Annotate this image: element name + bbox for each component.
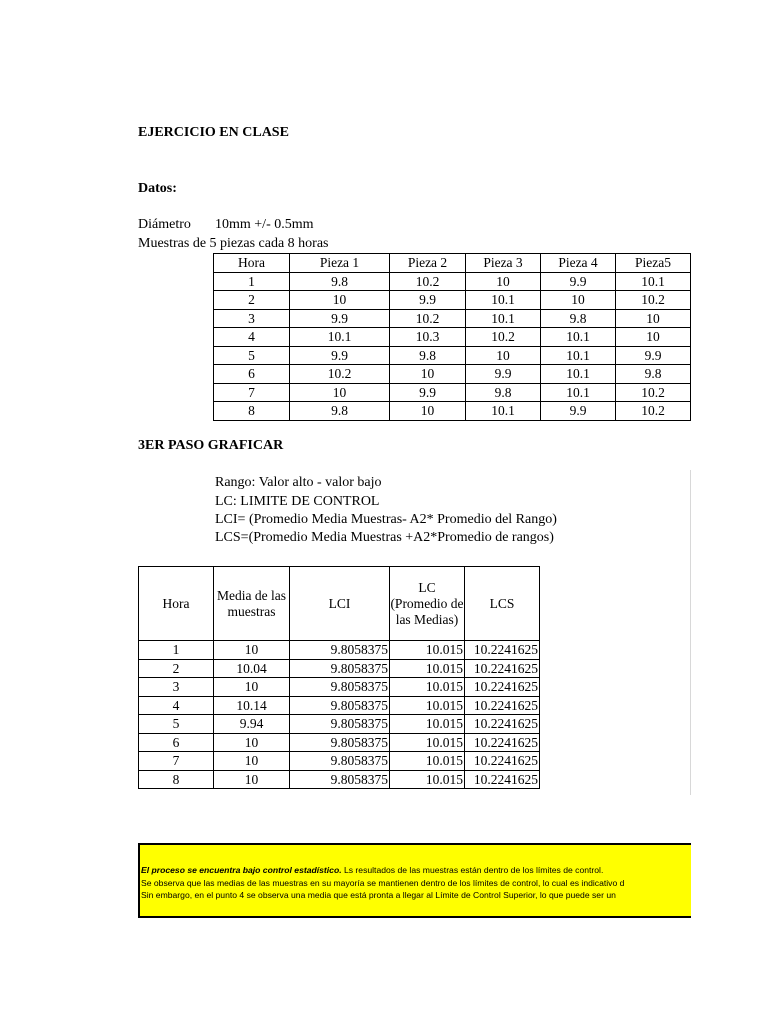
samples-table-cell: 10.2	[616, 291, 691, 310]
datos-label: Datos:	[138, 181, 177, 196]
control-limits-cell: 10	[214, 770, 290, 789]
samples-table-cell: 9.8	[616, 365, 691, 384]
header-hora: Hora	[214, 254, 290, 273]
samples-table-row	[214, 309, 691, 328]
samples-table-cell: 10.2	[390, 309, 466, 328]
control-limits-cell: 10	[214, 752, 290, 771]
samples-table-cell: 10.1	[616, 272, 691, 291]
control-limits-cell: 9.8058375	[290, 696, 390, 715]
control-limits-cell: 8	[139, 770, 214, 789]
control-limits-cell: 3	[139, 678, 214, 697]
samples-table-cell: 10	[616, 328, 691, 347]
control-limits-row	[139, 733, 540, 752]
control-limits-table	[138, 566, 540, 789]
samples-table-cell: 9.8	[466, 383, 541, 402]
control-limits-cell: 10.015	[390, 678, 465, 697]
samples-table-cell: 10	[390, 402, 466, 421]
samples-table	[213, 253, 691, 421]
control-limits-cell: 9.8058375	[290, 752, 390, 771]
header-pieza-3: Pieza 3	[466, 254, 541, 273]
control-limits-cell: 10.2241625	[465, 752, 540, 771]
control-limits-cell: 6	[139, 733, 214, 752]
note-line-1	[141, 864, 768, 877]
samples-table-cell: 10	[290, 291, 390, 310]
samples-table-cell: 10.2	[616, 383, 691, 402]
samples-table-row	[214, 328, 691, 347]
samples-table-cell: 6	[214, 365, 290, 384]
samples-table-cell: 3	[214, 309, 290, 328]
control-limits-cell: 9.8058375	[290, 678, 390, 697]
column-divider	[690, 470, 691, 795]
samples-table-cell: 9.8	[290, 272, 390, 291]
header-media: Media de las muestras	[214, 567, 290, 641]
samples-table-cell: 9.9	[541, 272, 616, 291]
control-limits-cell: 10.015	[390, 696, 465, 715]
control-limits-cell: 9.8058375	[290, 770, 390, 789]
header-pieza-1: Pieza 1	[290, 254, 390, 273]
samples-table-cell: 4	[214, 328, 290, 347]
control-limits-cell: 9.8058375	[290, 715, 390, 734]
samples-table-cell: 10	[466, 272, 541, 291]
samples-table-cell: 7	[214, 383, 290, 402]
samples-table-cell: 10.1	[541, 365, 616, 384]
samples-table-cell: 9.9	[390, 291, 466, 310]
control-limits-cell: 9.8058375	[290, 641, 390, 660]
control-limits-cell: 10.2241625	[465, 678, 540, 697]
definition-lc: LC: LIMITE DE CONTROL	[215, 494, 380, 509]
samples-table-cell: 10	[541, 291, 616, 310]
definition-lci: LCI= (Promedio Media Muestras- A2* Promedio del Rango)	[215, 512, 557, 527]
control-limits-cell: 2	[139, 659, 214, 678]
control-limits-cell: 10.015	[390, 641, 465, 660]
control-limits-header	[139, 567, 540, 641]
header-pieza-4: Pieza 4	[541, 254, 616, 273]
samples-table-row	[214, 272, 691, 291]
samples-table-cell: 10	[466, 346, 541, 365]
control-limits-cell: 9.94	[214, 715, 290, 734]
samples-table-cell: 10.3	[390, 328, 466, 347]
samples-table-cell: 10	[616, 309, 691, 328]
samples-table-cell: 9.9	[466, 365, 541, 384]
definition-rango: Rango: Valor alto - valor bajo	[215, 475, 382, 490]
samples-table-cell: 10.1	[466, 402, 541, 421]
samples-table-header	[214, 254, 691, 273]
samples-table-cell: 9.8	[541, 309, 616, 328]
note-line-1-rest: Ls resultados de las muestras están dentro de los límites de control.	[341, 865, 604, 875]
control-limits-cell: 10.2241625	[465, 733, 540, 752]
samples-table-cell: 10.1	[290, 328, 390, 347]
header-pieza-5: Pieza5	[616, 254, 691, 273]
control-limits-row	[139, 770, 540, 789]
samples-table-row	[214, 365, 691, 384]
control-limits-cell: 10.015	[390, 715, 465, 734]
control-limits-cell: 10.04	[214, 659, 290, 678]
control-limits-row	[139, 659, 540, 678]
document-title: EJERCICIO EN CLASE	[138, 125, 289, 140]
control-limits-cell: 9.8058375	[290, 733, 390, 752]
control-limits-cell: 10	[214, 641, 290, 660]
control-limits-row	[139, 752, 540, 771]
step3-title: 3ER PASO GRAFICAR	[138, 438, 284, 453]
samples-table-row	[214, 383, 691, 402]
samples-table-cell: 9.8	[390, 346, 466, 365]
note-line-2: Se observa que las medias de las muestras en su mayoría se mantienen dentro de los límites de control, lo cual es indicativo d	[141, 877, 625, 888]
header-lc: LC (Promedio de las Medias)	[390, 567, 465, 641]
samples-table-cell: 1	[214, 272, 290, 291]
control-limits-cell: 10.2241625	[465, 696, 540, 715]
note-lead: El proceso se encuentra bajo control estadístico.	[141, 865, 342, 875]
samples-table-row	[214, 346, 691, 365]
control-limits-cell: 1	[139, 641, 214, 660]
samples-table-cell: 10.2	[390, 272, 466, 291]
samples-table-cell: 8	[214, 402, 290, 421]
control-limits-cell: 7	[139, 752, 214, 771]
definition-lcs: LCS=(Promedio Media Muestras +A2*Promedio de rangos)	[215, 530, 554, 545]
control-limits-cell: 10.14	[214, 696, 290, 715]
control-limits-row	[139, 678, 540, 697]
control-limits-cell: 10	[214, 733, 290, 752]
control-limits-row	[139, 641, 540, 660]
control-limits-row	[139, 715, 540, 734]
header-hora: Hora	[139, 567, 214, 641]
samples-table-cell: 2	[214, 291, 290, 310]
control-limits-cell: 10.015	[390, 752, 465, 771]
samples-table-cell: 10.2	[466, 328, 541, 347]
control-limits-row	[139, 696, 540, 715]
samples-table-cell: 9.9	[290, 309, 390, 328]
samples-table-cell: 10.2	[290, 365, 390, 384]
sheet-edge	[691, 843, 768, 918]
samples-table-cell: 5	[214, 346, 290, 365]
samples-table-cell: 10	[390, 365, 466, 384]
control-limits-cell: 10.2241625	[465, 659, 540, 678]
control-limits-cell: 5	[139, 715, 214, 734]
muestras-text: Muestras de 5 piezas cada 8 horas	[138, 236, 329, 251]
control-limits-cell: 10.2241625	[465, 770, 540, 789]
samples-table-cell: 10.1	[466, 291, 541, 310]
control-limits-cell: 10.015	[390, 659, 465, 678]
header-lcs: LCS	[465, 567, 540, 641]
control-limits-cell: 10	[214, 678, 290, 697]
samples-table-cell: 10.1	[541, 328, 616, 347]
note-line-3: Sin embargo, en el punto 4 se observa una media que está pronta a llegar al Límite de Control Superior, lo que puede ser un	[141, 890, 616, 900]
header-pieza-2: Pieza 2	[390, 254, 466, 273]
control-limits-cell: 10.015	[390, 770, 465, 789]
samples-table-cell: 10.1	[541, 346, 616, 365]
samples-table-cell: 9.9	[290, 346, 390, 365]
conclusion-note	[138, 843, 768, 918]
control-limits-cell: 9.8058375	[290, 659, 390, 678]
samples-table-row	[214, 291, 691, 310]
samples-table-cell: 10	[290, 383, 390, 402]
samples-table-cell: 9.9	[390, 383, 466, 402]
control-limits-cell: 10.015	[390, 733, 465, 752]
samples-table-row	[214, 402, 691, 421]
control-limits-cell: 10.2241625	[465, 641, 540, 660]
samples-table-cell: 10.1	[541, 383, 616, 402]
diametro-value: 10mm +/- 0.5mm	[215, 217, 314, 232]
control-limits-cell: 10.2241625	[465, 715, 540, 734]
samples-table-cell: 9.8	[290, 402, 390, 421]
samples-table-cell: 9.9	[616, 346, 691, 365]
samples-table-cell: 9.9	[541, 402, 616, 421]
header-lci: LCI	[290, 567, 390, 641]
control-limits-cell: 4	[139, 696, 214, 715]
samples-table-cell: 10.1	[466, 309, 541, 328]
diametro-label: Diámetro	[138, 217, 191, 232]
samples-table-cell: 10.2	[616, 402, 691, 421]
